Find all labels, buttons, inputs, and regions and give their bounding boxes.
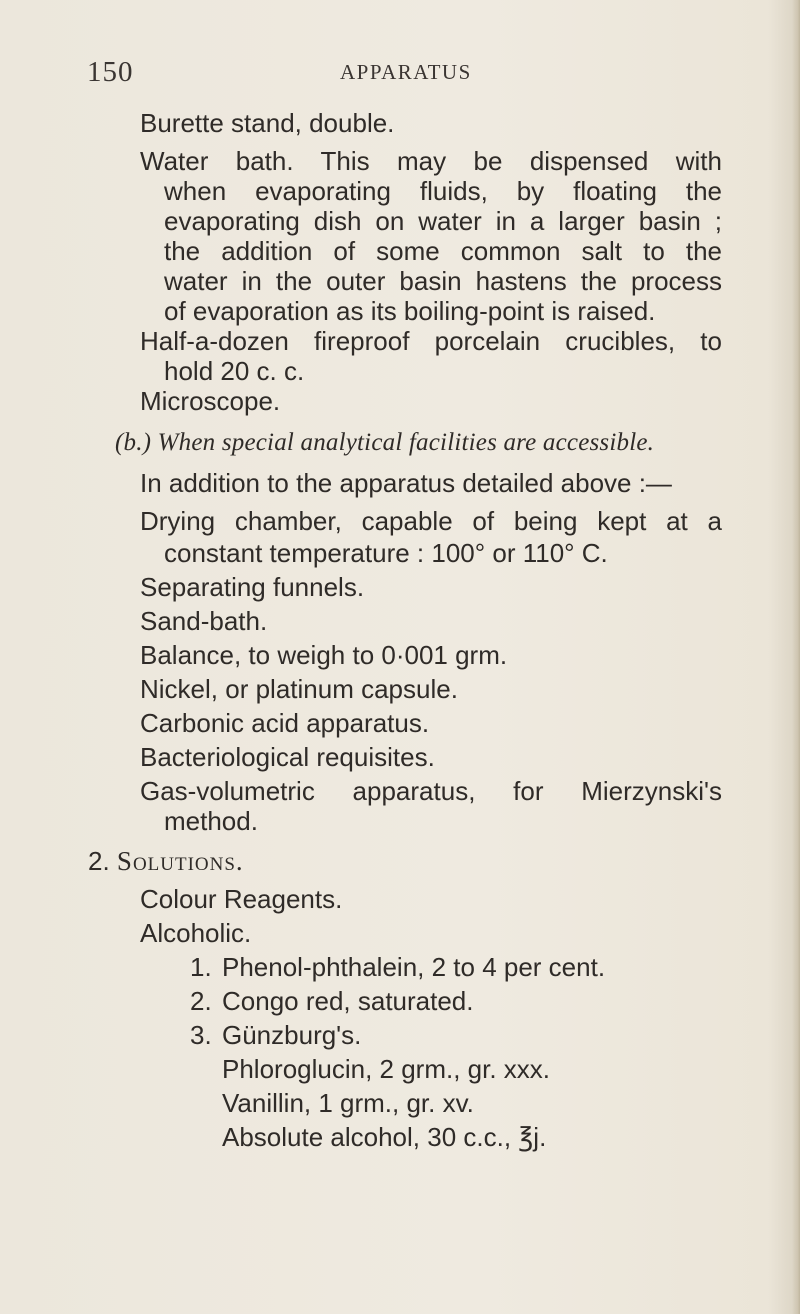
item-sand-bath: Sand-bath. (140, 606, 268, 636)
gunzburg-ingredient: Vanillin, 1 grm., gr. xv. (222, 1088, 474, 1118)
section-b-marker: (b.) (115, 429, 152, 456)
list-item-text: Congo red, saturated. (222, 986, 474, 1016)
text-line: Gas-volumetric apparatus, for Mierzynski's (140, 776, 722, 806)
text-line: Half-a-dozen fireproof porcelain crucibles, to (140, 326, 722, 356)
section-b-heading (115, 428, 654, 458)
list-item-number: 2. (190, 986, 212, 1016)
list-item (190, 952, 605, 982)
text-line: when evaporating fluids, by floating the (164, 176, 722, 206)
item-crucibles-line-2: hold 20 c. c. (164, 356, 305, 386)
running-head: APPARATUS (340, 60, 472, 84)
item-gas-volumetric-line-1 (140, 776, 722, 806)
item-crucibles-line-1 (140, 326, 722, 356)
text-line: the addition of some common salt to the (164, 236, 722, 266)
item-drying-line-2: constant temperature : 100° or 110° C. (164, 538, 608, 568)
page-header (0, 56, 800, 86)
text-line: Water bath. This may be dispensed with (140, 146, 722, 176)
item-balance: Balance, to weigh to 0·001 grm. (140, 640, 508, 670)
item-bacteriological: Bacteriological requisites. (140, 742, 435, 772)
text-line: water in the outer basin hastens the process (164, 266, 722, 296)
section-2-heading (88, 846, 244, 876)
page-number: 150 (87, 56, 134, 88)
list-item-text: Günzburg's. (222, 1020, 362, 1050)
gunzburg-ingredient: Phloroglucin, 2 grm., gr. xxx. (222, 1054, 551, 1084)
item-gas-volumetric-line-2: method. (164, 806, 258, 836)
item-water-bath-line-4 (164, 236, 722, 266)
gunzburg-ingredient: Absolute alcohol, 30 c.c., ℥j. (222, 1122, 547, 1152)
item-capsule: Nickel, or platinum capsule. (140, 674, 458, 704)
list-item-text: Phenol-phthalein, 2 to 4 per cent. (222, 952, 606, 982)
list-item (190, 1020, 361, 1050)
section-b-title: When special analytical facilities are accessible. (157, 429, 655, 456)
list-item (190, 986, 474, 1016)
section-2-subtitle: Colour Reagents. (140, 884, 343, 914)
text-line: Drying chamber, capable of being kept at a (140, 506, 722, 536)
section-2-title: Solutions. (116, 846, 244, 876)
item-burette-stand: Burette stand, double. (140, 108, 395, 138)
section-2-group: Alcoholic. (140, 918, 252, 948)
item-water-bath-line-6: of evaporation as its boiling-point is raised. (164, 296, 656, 326)
item-carbonic-acid: Carbonic acid apparatus. (140, 708, 430, 738)
page-edge (792, 0, 800, 1314)
item-microscope: Microscope. (140, 386, 281, 416)
text-line: evaporating dish on water in a larger basin ; (164, 206, 722, 236)
item-water-bath-line-3 (164, 206, 722, 236)
list-item-number: 3. (190, 1020, 212, 1050)
item-separating-funnels: Separating funnels. (140, 572, 365, 602)
item-drying-line-1 (140, 506, 722, 536)
section-2-number: 2. (88, 846, 110, 876)
item-water-bath-line-5 (164, 266, 722, 296)
item-water-bath-line-2 (164, 176, 722, 206)
item-water-bath-line-1 (140, 146, 722, 176)
section-b-intro: In addition to the apparatus detailed above :— (140, 468, 672, 498)
list-item-number: 1. (190, 952, 212, 982)
